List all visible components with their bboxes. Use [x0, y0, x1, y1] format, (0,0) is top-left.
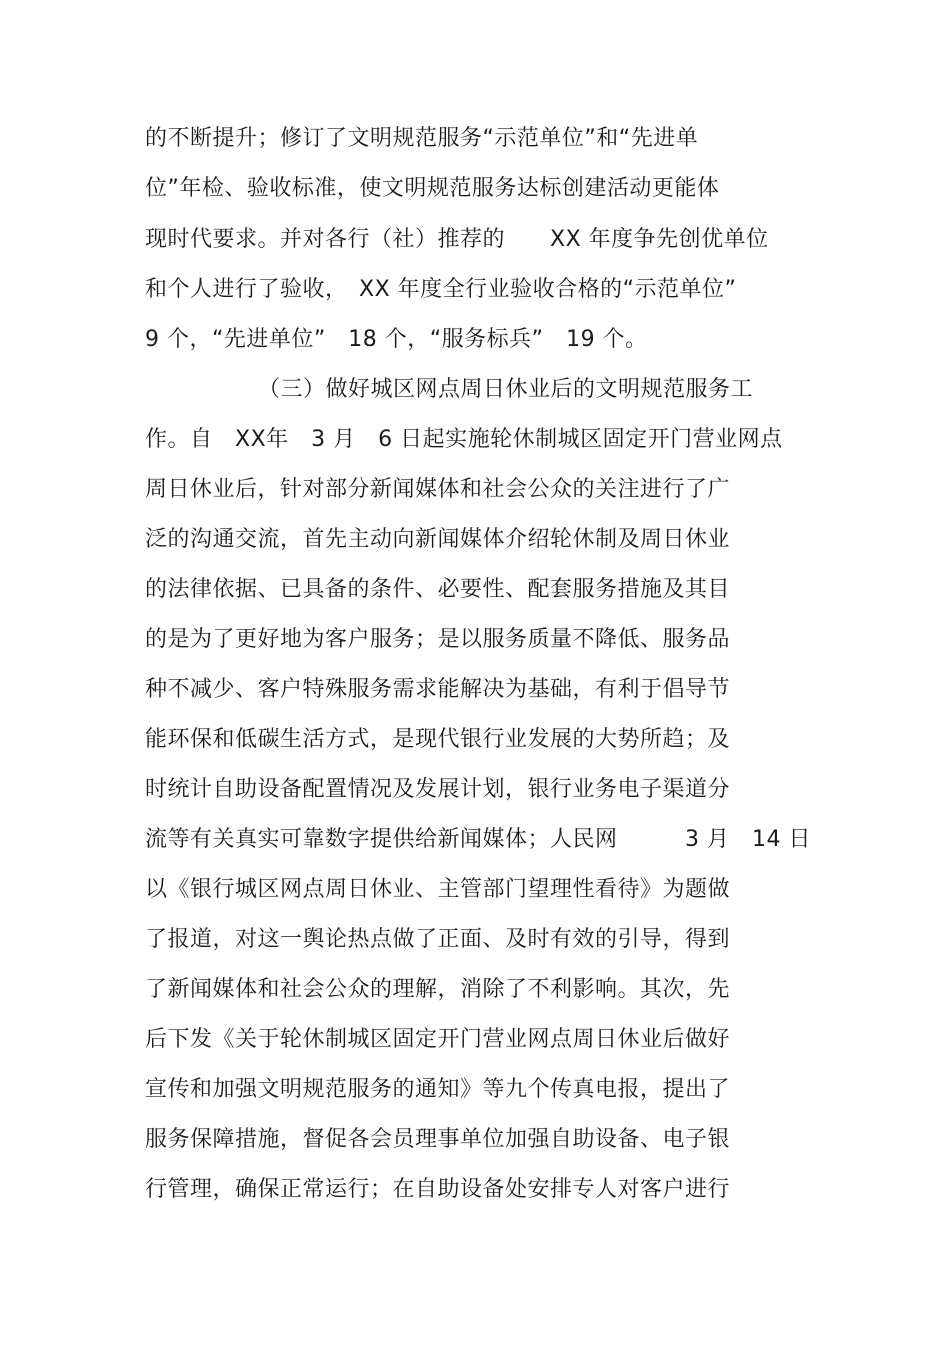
- text-line: 的不断提升；修订了文明规范服务“示范单位”和“先进单: [145, 126, 699, 151]
- text-line: 位”年检、验收标准，使文明规范服务达标创建活动更能体: [145, 176, 720, 201]
- text-line: 9 个，“先进单位” 18 个，“服务标兵” 19 个。: [145, 327, 648, 352]
- text-line: 能环保和低碳生活方式，是现代银行业发展的大势所趋；及: [145, 727, 731, 752]
- text-line: 以《银行城区网点周日休业、主管部门望理性看待》为题做: [145, 877, 731, 902]
- text-line: 流等有关真实可靠数字提供给新闻媒体；人民网 3 月 14 日: [145, 827, 811, 852]
- text-line: 现时代要求。并对各行（社）推荐的 XX 年度争先创优单位: [145, 227, 769, 252]
- text-line: 周日休业后，针对部分新闻媒体和社会公众的关注进行了广: [145, 477, 731, 502]
- text-line: 宣传和加强文明规范服务的通知》等九个传真电报，提出了: [145, 1077, 731, 1102]
- text-line: 了报道，对这一舆论热点做了正面、及时有效的引导，得到: [145, 927, 731, 952]
- text-line: 作。自 XX年 3 月 6 日起实施轮休制城区固定开门营业网点: [145, 427, 783, 452]
- text-line: 种不减少、客户特殊服务需求能解决为基础，有利于倡导节: [145, 677, 731, 702]
- text-line: 和个人进行了验收， XX 年度全行业验收合格的“示范单位”: [145, 277, 737, 302]
- text-line: 的是为了更好地为客户服务；是以服务质量不降低、服务品: [145, 627, 731, 652]
- text-line: 后下发《关于轮休制城区固定开门营业网点周日休业后做好: [145, 1027, 731, 1052]
- text-line: 泛的沟通交流，首先主动向新闻媒体介绍轮休制及周日休业: [145, 527, 731, 552]
- text-line: 了新闻媒体和社会公众的理解，消除了不利影响。其次，先: [145, 977, 731, 1002]
- section-heading-line: （三）做好城区网点周日休业后的文明规范服务工: [258, 377, 754, 402]
- text-line: 的法律依据、已具备的条件、必要性、配套服务措施及其目: [145, 577, 731, 602]
- text-line: 服务保障措施，督促各会员理事单位加强自助设备、电子银: [145, 1127, 731, 1152]
- text-line: 行管理，确保正常运行；在自助设备处安排专人对客户进行: [145, 1177, 731, 1202]
- text-line: 时统计自助设备配置情况及发展计划，银行业务电子渠道分: [145, 777, 731, 802]
